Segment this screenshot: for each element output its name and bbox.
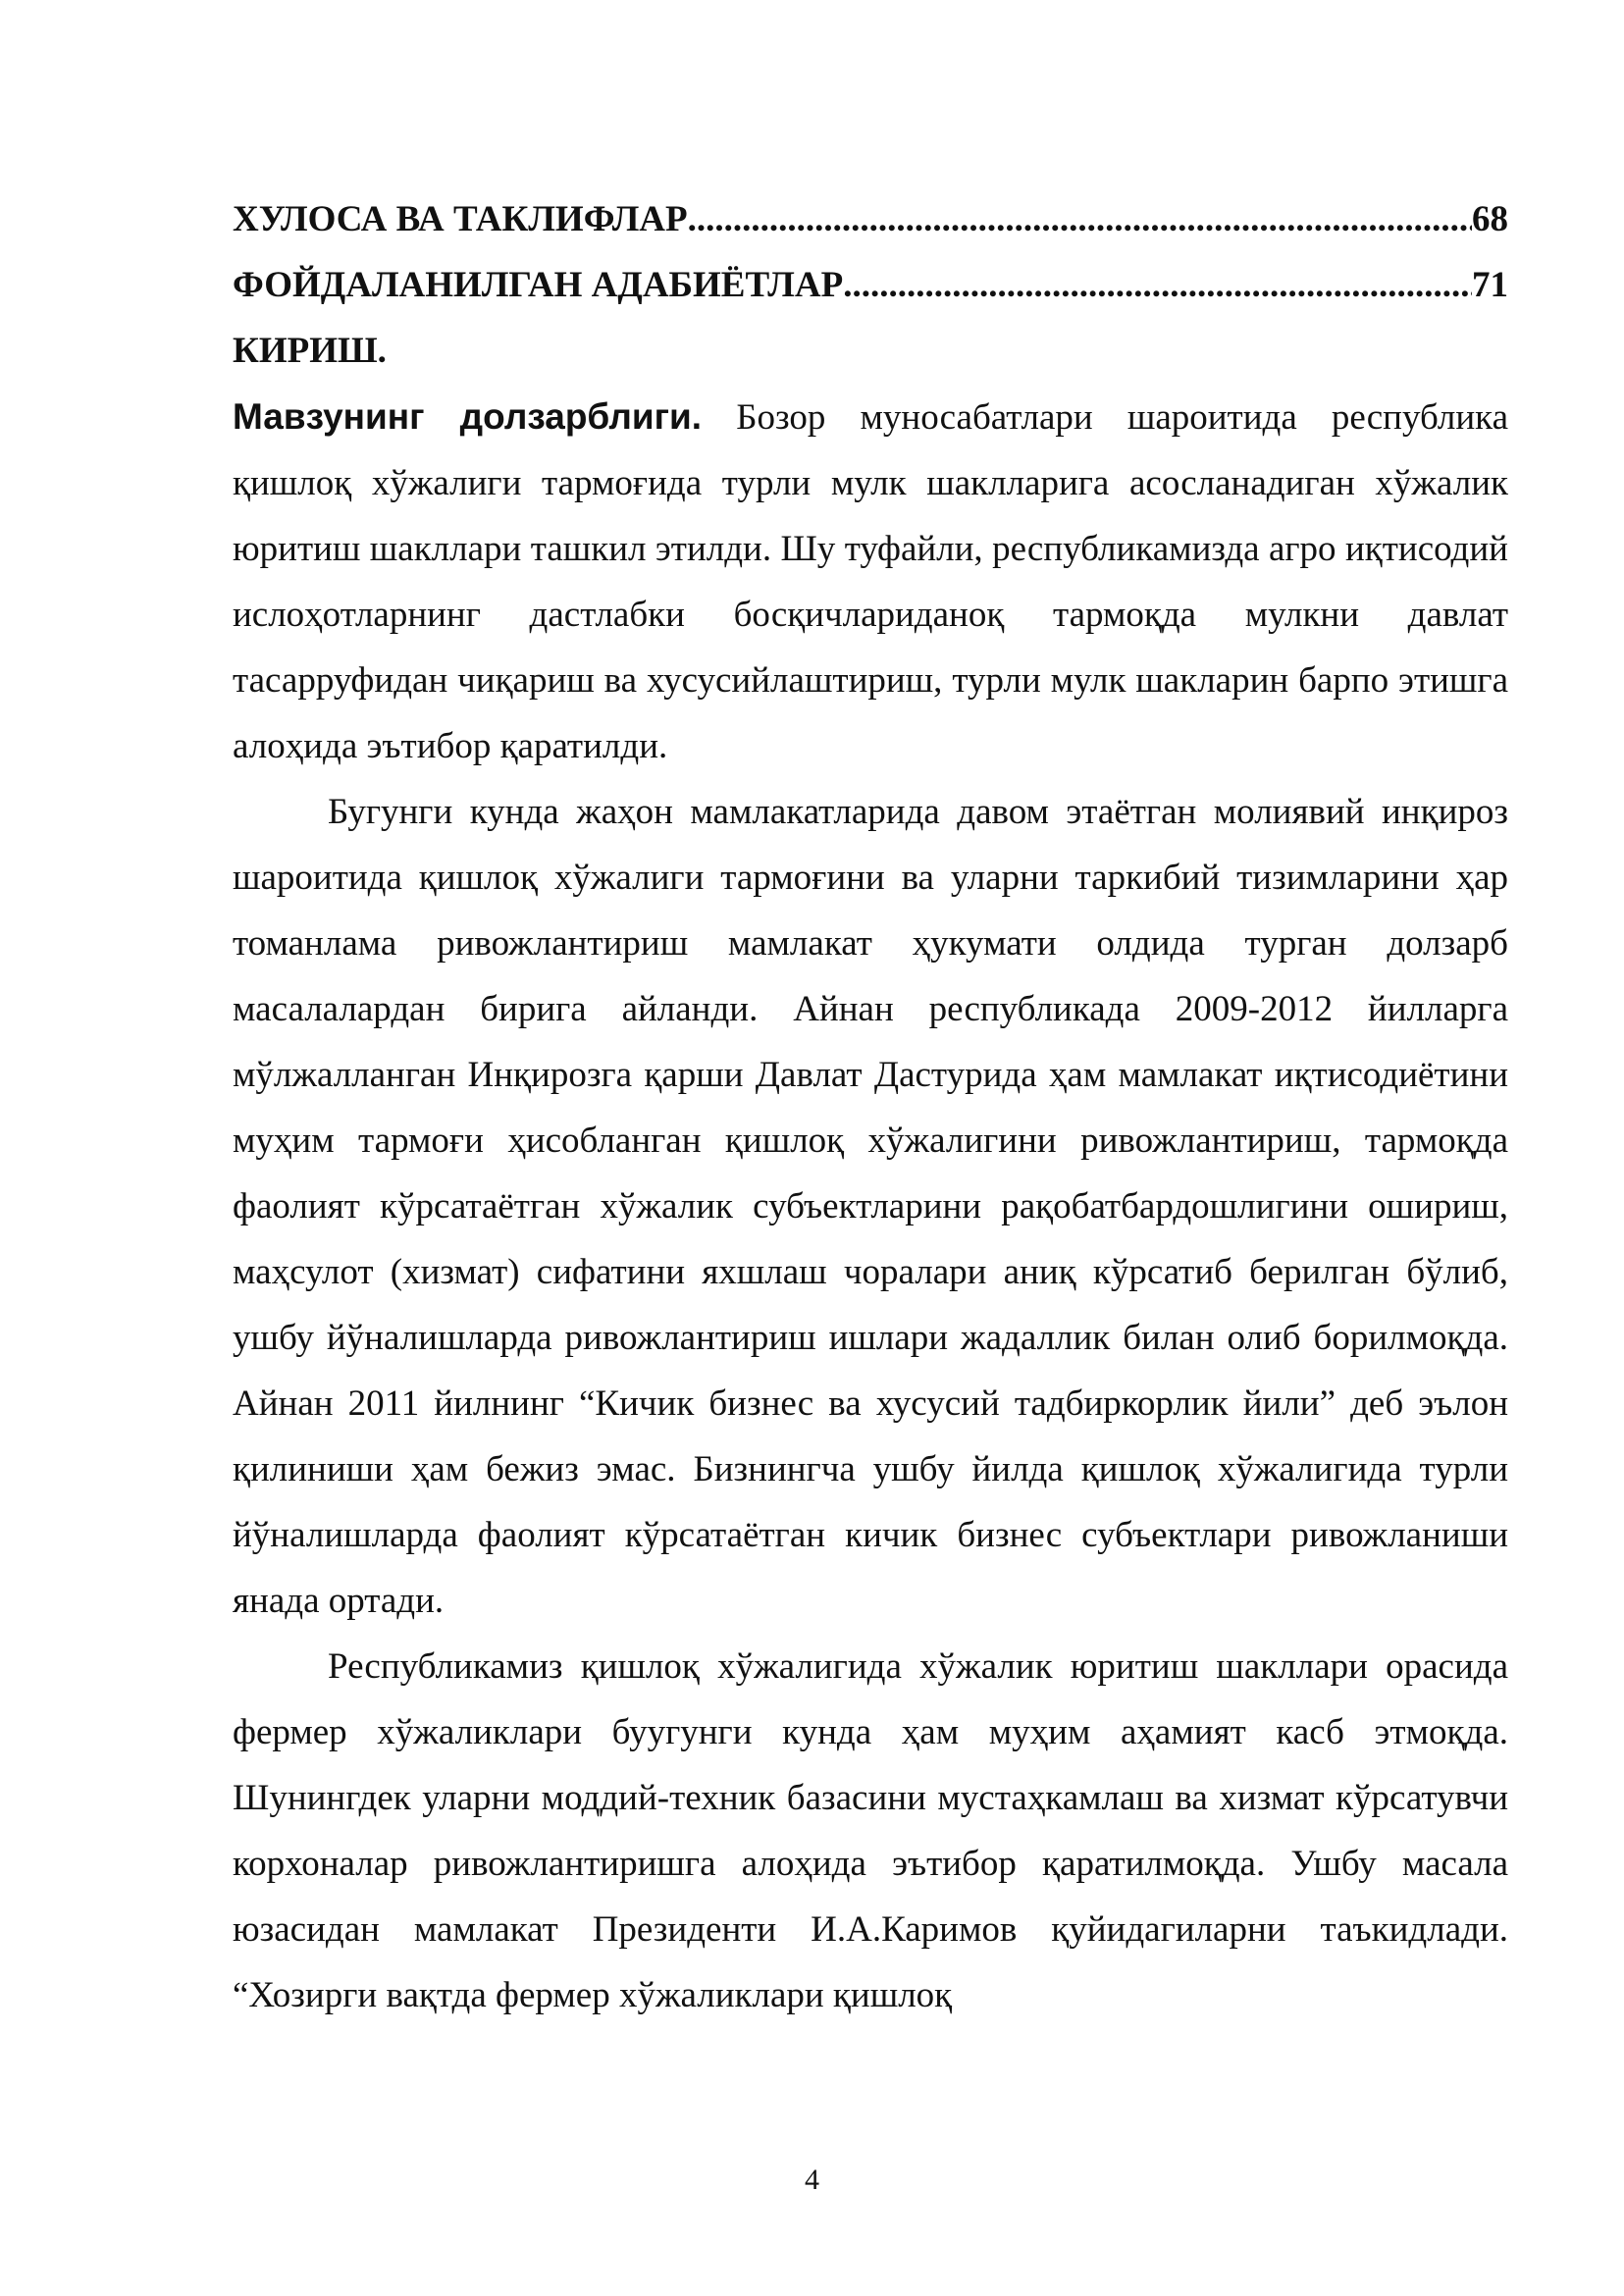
paragraph-farm-enterprises: Республикамиз қишлоқ хўжалигида хўжалик юритиш шакллари орасида фермер хўжаликлари буугунги кунда ҳам муҳим аҳамият касб этмоқда. Шунингдек уларни моддий-техник базасини мустаҳкамлаш ва хизмат кўрсатувчи корхоналар ривожлантиришга алоҳида эътибор қаратилмоқда. Ушбу масала юзасидан мамлакат Президенти И.А.Каримов қуйидагиларни таъкидлади. “Хозирги вақтда фермер хўжаликлари қишлоқ <box>233 1646 1508 2015</box>
toc-entry-title: ХУЛОСА ВА ТАКЛИФЛАР <box>233 199 688 239</box>
toc-entry-title: ФОЙДАЛАНИЛГАН АДАБИЁТЛАР <box>233 265 844 305</box>
paragraph-financial-crisis: Бугунги кунда жаҳон мамлакатларида давом этаётган молиявий инқироз шароитида қишлоқ хўжалиги тармоғини ва уларни таркибий тизимларини ҳар томанлама ривожлантириш мамлакат ҳукумати олдида турган долзарб масалалардан бирига айланди. Айнан республикада 2009-2012 йилларга мўлжалланган Инқирозга қарши Давлат Дастурида ҳам мамлакат иқтисодиётини муҳим тармоғи ҳисобланган қишлоқ хўжалигини ривожлантириш, тармоқда фаолият кўрсатаётган хўжалик субъектларини рақобатбардошлигини ошириш, маҳсулот (хизмат) сифатини яхшлаш чоралари аниқ кўрсатиб берилган бўлиб, ушбу йўналишларда ривожлантириш ишлари жадаллик билан олиб борилмоқда. Айнан 2011 йилнинг “Кичик бизнес ва хусусий тадбиркорлик йили” деб эълон қилиниши ҳам бежиз эмас. Бизнингча ушбу йилда қишлоқ хўжалигида турли йўналишларда фаолият кўрсатаётган кичик бизнес субъектлари ривожланиши янада ортади. <box>233 792 1508 1621</box>
paragraph-text: Бозор муносабатлари шароитида республика қишлоқ хўжалиги тармоғида турли мулк шаклларига асосланадиган хўжалик юритиш шакллари ташкил этилди. Шу туфайли, республикамизда агро иқтисодий ислоҳотларнинг дастлабки босқичлариданоқ тармоқда мулкни давлат тасарруфидан чиқариш ва хусусийлаштириш, турли мулк шакларин барпо этишга алоҳида эътибор қаратилди. <box>233 397 1508 766</box>
page-number: 4 <box>805 2164 819 2196</box>
toc-leader-dots <box>843 252 1472 318</box>
section-heading-introduction: КИРИШ. <box>233 331 387 371</box>
document-page <box>233 186 1508 2028</box>
toc-leader-dots <box>688 186 1472 252</box>
toc-entry-page: 68 <box>1472 199 1508 239</box>
toc-entry-page: 71 <box>1472 265 1508 305</box>
paragraph-relevance <box>233 384 1508 779</box>
toc-entry-conclusions[interactable] <box>233 186 1508 252</box>
toc-entry-references[interactable] <box>233 252 1508 318</box>
paragraph-lead-heading: Мавзунинг долзарблиги. <box>233 396 703 437</box>
